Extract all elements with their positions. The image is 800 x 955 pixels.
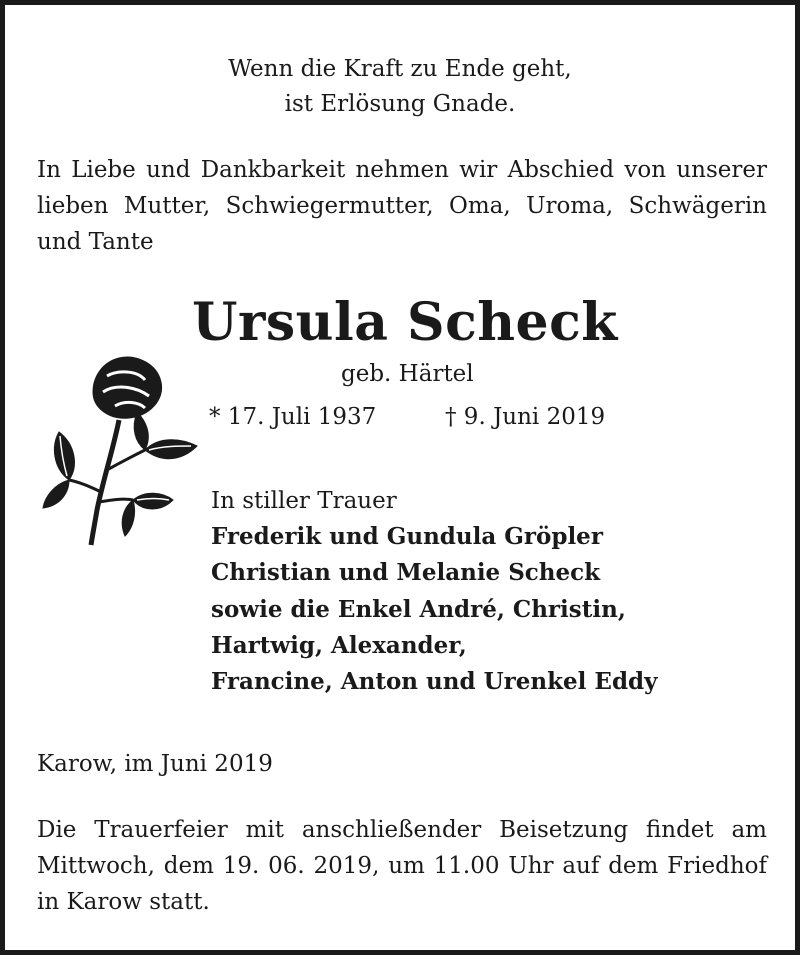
mourner-line-2: Christian und Melanie Scheck: [211, 559, 601, 586]
mourner-line-5: Francine, Anton und Urenkel Eddy: [211, 668, 658, 695]
mourners-heading: In stiller Trauer: [211, 488, 397, 514]
mourner-line-4: Hartwig, Alexander,: [211, 632, 467, 659]
birth-name: geb. Härtel: [341, 361, 474, 387]
rose-icon: [41, 350, 201, 550]
birth-date: * 17. Juli 1937: [209, 404, 377, 430]
deceased-name: Ursula Scheck: [192, 292, 618, 353]
motto-line-2: ist Erlösung Gnade.: [284, 91, 516, 117]
funeral-notice: Die Trauerfeier mit anschließender Beisetzung findet am Mittwoch, dem 19. 06. 2019, um 11.00 Uhr auf dem Friedhof in Karow statt.: [37, 817, 767, 915]
intro-text: In Liebe und Dankbarkeit nehmen wir Abschied von unserer lieben Mutter, Schwiegermutter, Oma, Uroma, Schwägerin und Tante: [37, 157, 767, 255]
mourner-line-1: Frederik und Gundula Gröpler: [211, 523, 603, 550]
motto-line-1: Wenn die Kraft zu Ende geht,: [228, 56, 572, 82]
place-date: Karow, im Juni 2019: [37, 751, 273, 777]
death-date: † 9. Juni 2019: [445, 404, 606, 430]
mourner-line-3: sowie die Enkel André, Christin,: [211, 596, 626, 623]
